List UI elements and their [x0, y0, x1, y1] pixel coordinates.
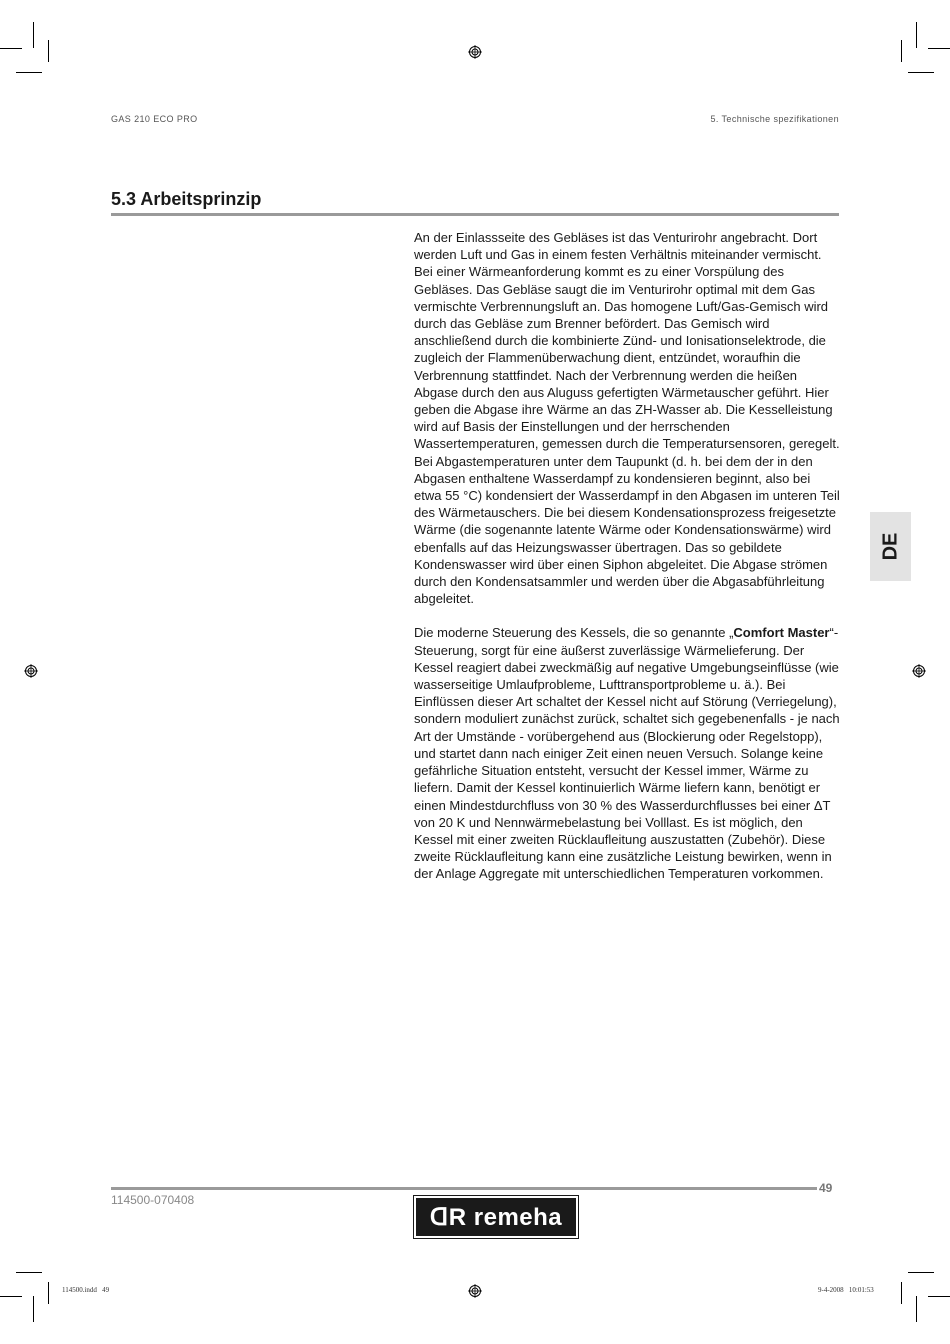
registration-mark-icon: [24, 664, 38, 678]
crop-mark: [0, 1296, 22, 1297]
title-divider: [111, 213, 839, 216]
paragraph-comfort-master: [414, 624, 840, 882]
remeha-logo: [414, 1196, 578, 1238]
header-product-name: GAS 210 ECO PRO: [111, 114, 198, 124]
paragraph-condensation: Bei Abgastemperaturen unter dem Taupunkt (d. h. bei dem der in den Abgasen enthaltene Wasserdampf zu kondensieren beginnt, also bei etwa 55 °C) kondensiert der Wasserdampf in den Abgasen im unteren Teil des Wärmetauschers. Die bei diesem Kondensationsprozess freigesetzte Wärme (die sogenannte latente Wärme oder Kondensationswärme) wird ebenfalls auf das Heizungswasser übertragen. Das so gebildete Kondenswasser wird über einen Siphon abgeleitet. Die Abgase strömen durch den Kondensatsammler und werden über die Abgasabführleitung abgeleitet.: [414, 453, 840, 607]
crop-mark: [928, 1296, 950, 1297]
slug-timestamp: 9-4-2008 10:01:53: [818, 1286, 874, 1294]
slug-filename: 114500.indd 49: [62, 1286, 110, 1294]
section-title: 5.3 Arbeitsprinzip: [111, 189, 262, 209]
crop-mark: [33, 1296, 34, 1322]
paragraph-spacer: [414, 607, 840, 624]
comfort-master-brand: Comfort Master: [733, 625, 830, 641]
crop-mark: [901, 40, 902, 62]
registration-mark-icon: [468, 45, 482, 59]
page-number: 49: [819, 1181, 833, 1195]
language-tab-label: DE: [878, 532, 901, 561]
header-chapter-title: 5. Technische spezifikationen: [710, 114, 839, 124]
registration-mark-icon: [912, 664, 926, 678]
remeha-logo-text: ꓷR remeha: [429, 1203, 563, 1231]
registration-mark-icon: [468, 1284, 482, 1298]
crop-mark: [48, 1282, 49, 1304]
crop-mark: [48, 40, 49, 62]
crop-mark: [901, 1282, 902, 1304]
crop-mark: [908, 72, 934, 73]
crop-mark: [916, 1296, 917, 1322]
crop-mark: [916, 22, 917, 48]
footer-divider: [111, 1187, 817, 1190]
language-tab: [870, 512, 911, 581]
crop-mark: [33, 22, 34, 48]
comfort-master-intro: Die moderne Steuerung des Kessels, die so genannte „: [414, 625, 734, 641]
document-number: 114500-070408: [111, 1193, 195, 1207]
crop-mark: [928, 48, 950, 49]
crop-mark: [16, 72, 42, 73]
body-text-column: [414, 229, 840, 883]
crop-mark: [0, 48, 22, 49]
crop-mark: [908, 1272, 934, 1273]
paragraph-air-gas-mixing: An der Einlassseite des Gebläses ist das Venturirohr angebracht. Dort werden Luft und Gas in einem festen Verhältnis miteinander vermischt. Bei einer Wärmeanforderung kommt es zu einer Vorspülung des Gebläses. Das Gebläse saugt die im Venturirohr optimal mit dem Gas vermischte Verbrennungsluft an. Das homogene Luft/Gas-Gemisch wird durch das Gebläse zum Brenner befördert. Das Gemisch wird anschließend durch die kombinierte Zünd- und Ionisationselektrode, die zugleich der Flammenüberwachung dient, entzündet, woraufhin die Verbrennung stattfindet. Nach der Verbrennung werden die heißen Abgase durch den aus Aluguss gefertigten Wärmetauscher geführt. Hier geben die Abgase ihre Wärme an das ZH-Wasser ab. Die Kesselleistung wird auf Basis der Einstellungen und der herrschenden Wassertemperaturen, gemessen durch die Temperatursensoren, geregelt.: [414, 230, 840, 452]
crop-mark: [16, 1272, 42, 1273]
comfort-master-text: “-Steuerung, sorgt für eine äußerst zuverlässige Wärmelieferung. Der Kessel reagiert dabei zweckmäßig auf negative Umgebungseinflüsse (wie wasserseitige Umlaufprobleme, Lufttransportprobleme u. ä.). Bei Einflüssen dieser Art schaltet der Kessel nicht auf Störung (Verriegelung), sondern moduliert zunächst zurück, schaltet sich gegebenenfalls - je nach Art der Umstände - vorübergehend aus (Blockierung oder Regelstopp), und startet dann nach einiger Zeit einen neuen Versuch. Solange keine gefährliche Situation entsteht, versucht der Kessel immer, Wärme zu liefern. Damit der Kessel kontinuierlich Wärme liefern kann, benötigt er einen Mindestdurchfluss von 30 % des Wasserdurchflusses bei einer ΔT von 20 K und Nennwärmebelastung bei Volllast. Es ist möglich, den Kessel mit einer zweiten Rücklaufleitung auszustatten (Zubehör). Diese zweite Rücklaufleitung kann eine zusätzliche Leistung bewirken, wenn in der Anlage Aggregate mit unterschiedlichen Temperaturen vorkommen.: [414, 625, 840, 882]
